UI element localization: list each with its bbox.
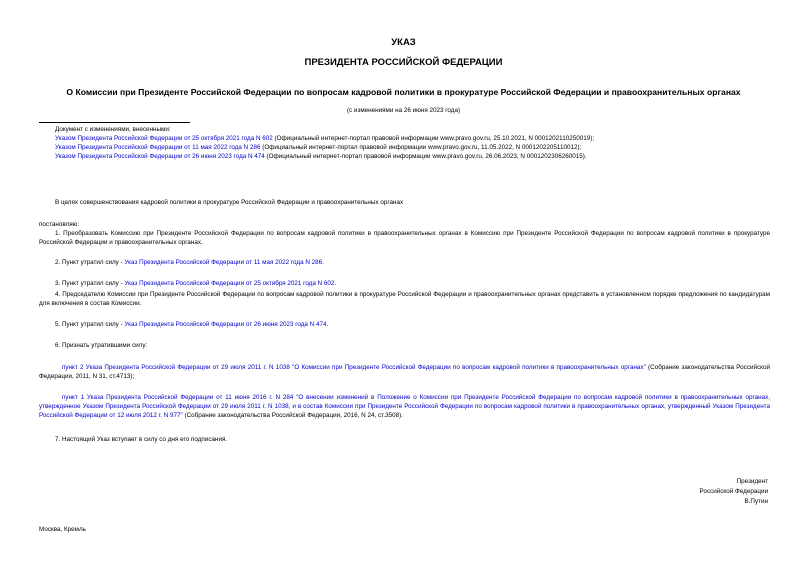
- signature-title: Президент: [736, 478, 768, 485]
- paragraph-7: 7. Настоящий Указ вступает в силу со дня его подписания.: [55, 436, 228, 443]
- issuer-title: ПРЕЗИДЕНТА РОССИЙСКОЙ ФЕДЕРАЦИИ: [304, 57, 503, 68]
- amendment-item: [55, 143, 594, 152]
- amendment-source: (Официальный интернет-портал правовой информации www.pravo.gov.ru, 26.06.2023, N 0001202306260015).: [264, 153, 587, 160]
- paragraph-6b: [39, 393, 770, 420]
- document-subject: О Комиссии при Президенте Российской Федерации по вопросам кадровой политики в прокуратуре Российской Федерации и правоохранительных органах: [66, 87, 741, 97]
- paragraph-5-text: 5. Пункт утратил силу -: [55, 321, 125, 328]
- paragraph-5-link[interactable]: Указ Президента Российской Федерации от 26 июня 2023 года N 474: [124, 321, 327, 328]
- paragraph-5: [55, 320, 328, 329]
- amendment-item: [55, 152, 594, 161]
- paragraph-3-link[interactable]: Указ Президента Российской Федерации от 25 октября 2021 года N 602: [124, 280, 335, 287]
- paragraph-3: [55, 279, 336, 288]
- paragraph-6b-link[interactable]: пункт 1 Указа Президента Российской Федерации от 11 июня 2016 г. N 284 "О внесении изменений в Положение о Комиссии при Президенте Российской Федерации по вопросам кадровой политики в правоохранительных органах, утвержденное Указом Президента Российской Федерации от 29 июля 2011 г. N 1038, и в состав Комиссии при Президенте Российской Федерации по вопросам кадровой политики в правоохранительных органах, утвержденный Указом Президента Российской Федерации от 12 июля 2012 г. N 977": [39, 394, 770, 419]
- paragraph-2-text: 2. Пункт утратил силу -: [55, 259, 125, 266]
- paragraph-2: [55, 258, 324, 267]
- doc-type-title: УКАЗ: [391, 37, 416, 48]
- amendments-divider: [39, 122, 190, 123]
- paragraph-6a-source: (Собрание законодательства Российской Федерации, 2011, N 31, ст.4713);: [39, 364, 771, 380]
- signature-name: В.Путин: [744, 498, 768, 505]
- decree-word: постановляю:: [39, 221, 80, 228]
- paragraph-2-end: .: [322, 259, 324, 266]
- amendment-link[interactable]: Указом Президента Российской Федерации от 26 июня 2023 года N 474: [55, 153, 265, 160]
- paragraph-3-end: .: [334, 280, 337, 287]
- paragraph-4: 4. Председателю Комиссии при Президенте Российской Федерации по вопросам кадровой политики в прокуратуре Российской Федерации и правоохранительных органах представить в установленном порядке предложения по кандидатурам для включения в состав Комиссии.: [39, 291, 770, 307]
- amendment-source: (Официальный интернет-портал правовой информации www.pravo.gov.ru, 11.05.2022, N 0001202205110012);: [260, 144, 582, 151]
- amendment-link[interactable]: Указом Президента Российской Федерации от 25 октября 2021 года N 602: [55, 135, 273, 142]
- amendments-intro: Документ с изменениями, внесенными:: [55, 126, 171, 133]
- paragraph-5-end: .: [326, 321, 329, 328]
- paragraph-1: 1. Преобразовать Комиссию при Президенте Российской Федерации по вопросам кадровой политики в правоохранительных органах в Комиссию при Президенте Российской Федерации по вопросам кадровой политики в прокуратуре Российской Федерации и правоохранительных органах.: [39, 230, 770, 246]
- amendment-link[interactable]: Указом Президента Российской Федерации от 11 мая 2022 года N 286: [55, 144, 261, 151]
- amendment-item: [55, 134, 594, 143]
- paragraph-2-link[interactable]: Указ Президента Российской Федерации от 11 мая 2022 года N 286: [124, 259, 323, 266]
- paragraph-3-text: 3. Пункт утратил силу -: [55, 280, 125, 287]
- paragraph-6a-link[interactable]: пункт 2 Указа Президента Российской Федерации от 29 июля 2011 г. N 1038 "О Комиссии при Президенте Российской Федерации по вопросам кадровой политики в правоохранительных органах": [62, 364, 646, 371]
- signature-block: [700, 477, 768, 507]
- amendment-source: (Официальный интернет-портал правовой информации www.pravo.gov.ru, 25.10.2021, N 0001202110250019);: [272, 135, 595, 142]
- signing-place: Москва, Кремль: [39, 526, 86, 533]
- paragraph-6: 6. Признать утратившими силу:: [55, 342, 148, 349]
- preamble: В целях совершенствования кадровой политики в прокуратуре Российской Федерации и правоохранительных органах: [55, 199, 404, 206]
- signature-country: Российской Федерации: [699, 488, 768, 495]
- paragraph-6b-source: (Собрание законодательства Российской Федерации, 2016, N 24, ст.3508).: [182, 412, 403, 419]
- paragraph-6a: [39, 363, 770, 381]
- amendments-block: [55, 125, 594, 161]
- edition-note: (с изменениями на 26 июня 2023 года): [346, 107, 461, 114]
